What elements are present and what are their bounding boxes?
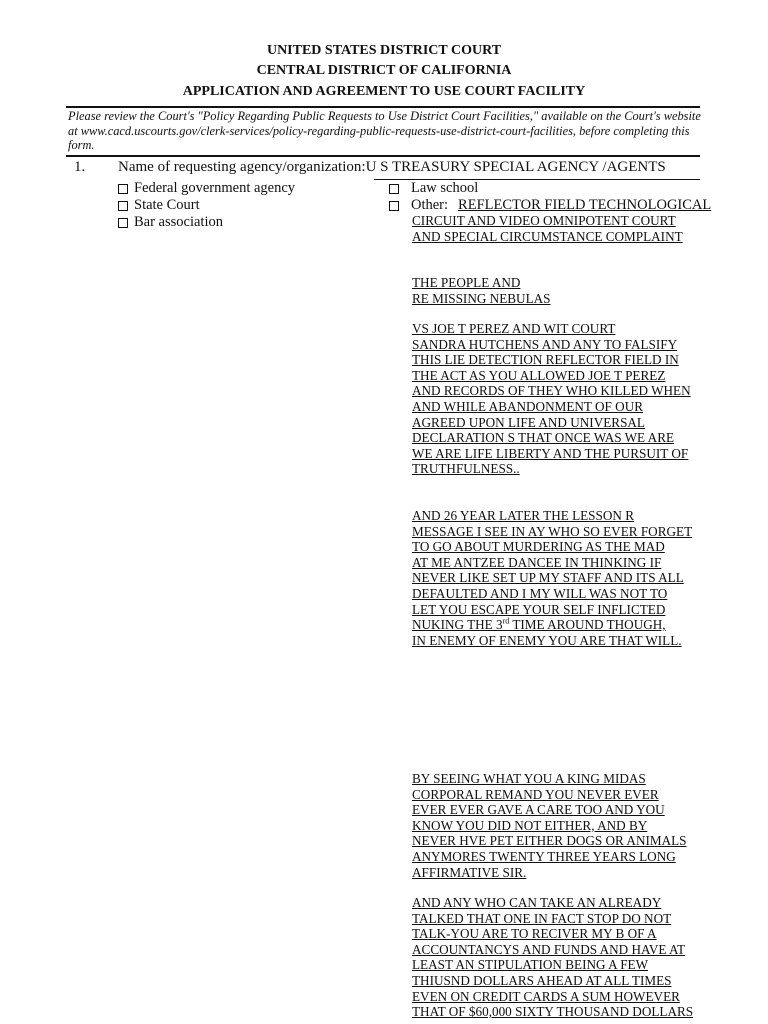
other-label: Other: [411,197,449,213]
other-text-line: EVEN ON CREDIT CARDS A SUM HOWEVER [412,988,680,1004]
other-text-line: AND SPECIAL CIRCUMSTANCE COMPLAINT [412,228,683,244]
other-text-line: AND WHILE ABANDONMENT OF OUR [412,398,644,414]
other-text-line: NEVER HVE PET EITHER DOGS OR ANIMALS [412,833,687,849]
organization-name-field[interactable]: U S TREASURY SPECIAL AGENCY /AGENTS [365,159,666,175]
other-text-p1 [412,213,712,244]
item-1-row [118,159,666,176]
state-court-option[interactable] [118,197,200,214]
other-text-line: TO GO ABOUT MURDERING AS THE MAD [412,539,665,555]
other-text-line: THIS LIE DETECTION REFLECTOR FIELD IN [412,352,679,368]
other-checkbox[interactable] [389,201,399,211]
other-text-line: AT ME ANTZEE DANCEE IN THINKING IF [412,554,662,570]
district-name: CENTRAL DISTRICT OF CALIFORNIA [256,63,512,78]
other-text-line: THAT OF $60,000 SIXTY THOUSAND DOLLARS [412,1004,694,1020]
other-text-line: IN ENEMY OF ENEMY YOU ARE THAT WILL. [412,632,682,648]
other-text-line: AND ANY WHO CAN TAKE AN ALREADY [412,895,662,910]
federal-agency-option[interactable] [118,180,295,197]
federal-agency-checkbox[interactable] [118,184,128,194]
state-court-checkbox[interactable] [118,201,128,211]
bar-association-label: Bar association [134,214,223,230]
other-text-line: BY SEEING WHAT YOU A KING MIDAS [412,771,646,786]
other-option[interactable] [389,197,711,214]
other-text-line: TRUTHFULNESS.. [412,461,520,477]
other-text-line: SANDRA HUTCHENS AND ANY TO FALSIFY [412,336,678,352]
other-text-line: CORPORAL REMAND YOU NEVER EVER [412,786,659,802]
other-text-line: LET YOU ESCAPE YOUR SELF INFLICTED [412,601,666,617]
other-text-line: NEVER LIKE SET UP MY STAFF AND ITS ALL [412,570,684,586]
other-text-line: WE ARE LIFE LIBERTY AND THE PURSUIT OF [412,445,689,461]
other-text-line: EVER EVER GAVE A CARE TOO AND YOU [412,802,665,818]
law-school-label: Law school [411,180,479,196]
other-text-p4 [412,508,712,648]
other-text-line: AFFIRMATIVE SIR. [412,864,527,880]
other-text-line: TALKED THAT ONE IN FACT STOP DO NOT [412,910,672,926]
other-text-line: RE MISSING NEBULAS [412,290,551,306]
court-name: UNITED STATES DISTRICT COURT [266,43,502,58]
other-text-p6 [412,895,712,1020]
other-text-line: TALK-YOU ARE TO RECIVER MY B OF A [412,926,657,942]
other-text-line: AND 26 YEAR LATER THE LESSON R [412,508,634,523]
other-text-line: CIRCUIT AND VIDEO OMNIPOTENT COURT [412,213,676,228]
bar-association-option[interactable] [118,214,223,231]
other-text-line: MESSAGE I SEE IN AY WHO SO EVER FORGET [412,523,693,539]
other-text-p2 [412,275,712,306]
other-text-line: AGREED UPON LIFE AND UNIVERSAL [412,414,645,430]
other-text-line: NUKING THE 3rd TIME AROUND THOUGH, [412,616,666,633]
other-text-line: AND RECORDS OF THEY WHO KILLED WHEN [412,383,691,399]
other-text-line: ACCOUNTANCYS AND FUNDS AND HAVE AT [412,941,686,957]
bar-association-checkbox[interactable] [118,218,128,228]
other-text-p5 [412,771,712,880]
organization-label: Name of requesting agency/organization: [118,159,366,175]
top-divider [66,106,700,108]
other-text-line: DEFAULTED AND I MY WILL WAS NOT TO [412,585,668,601]
other-text-line: LEAST AN STIPULATION BEING A FEW [412,957,649,973]
law-school-option[interactable] [389,180,478,197]
other-text-line: THIUSND DOLLARS AHEAD AT ALL TIMES [412,972,672,988]
federal-agency-label: Federal government agency [134,180,296,196]
other-text-line: ANYMORES TWENTY THREE YEARS LONG [412,848,676,864]
form-title: APPLICATION AND AGREEMENT TO USE COURT FACILITY [182,84,586,99]
law-school-checkbox[interactable] [389,184,399,194]
other-text-line: VS JOE T PEREZ AND WIT COURT [412,321,616,336]
other-text-line: KNOW YOU DID NOT EITHER, AND BY [412,817,648,833]
section-divider [66,155,700,157]
other-text-line: THE ACT AS YOU ALLOWED JOE T PEREZ [412,367,666,383]
instructions-text: Please review the Court's "Policy Regarding Public Requests to Use District Court Facilities," available on the Court's website at www.cacd.uscourts.gov/clerk-services/policy-regarding-public-requests-use-district-court-facilities, before completing this form. [68,109,701,152]
item-number: 1. [74,159,86,175]
other-text-p3 [412,321,712,477]
other-text-line: DECLARATION S THAT ONCE WAS WE ARE [412,430,675,446]
other-text-line: THE PEOPLE AND [412,275,521,290]
state-court-label: State Court [134,197,200,213]
other-text-line[interactable]: REFLECTOR FIELD TECHNOLOGICAL [458,197,712,213]
